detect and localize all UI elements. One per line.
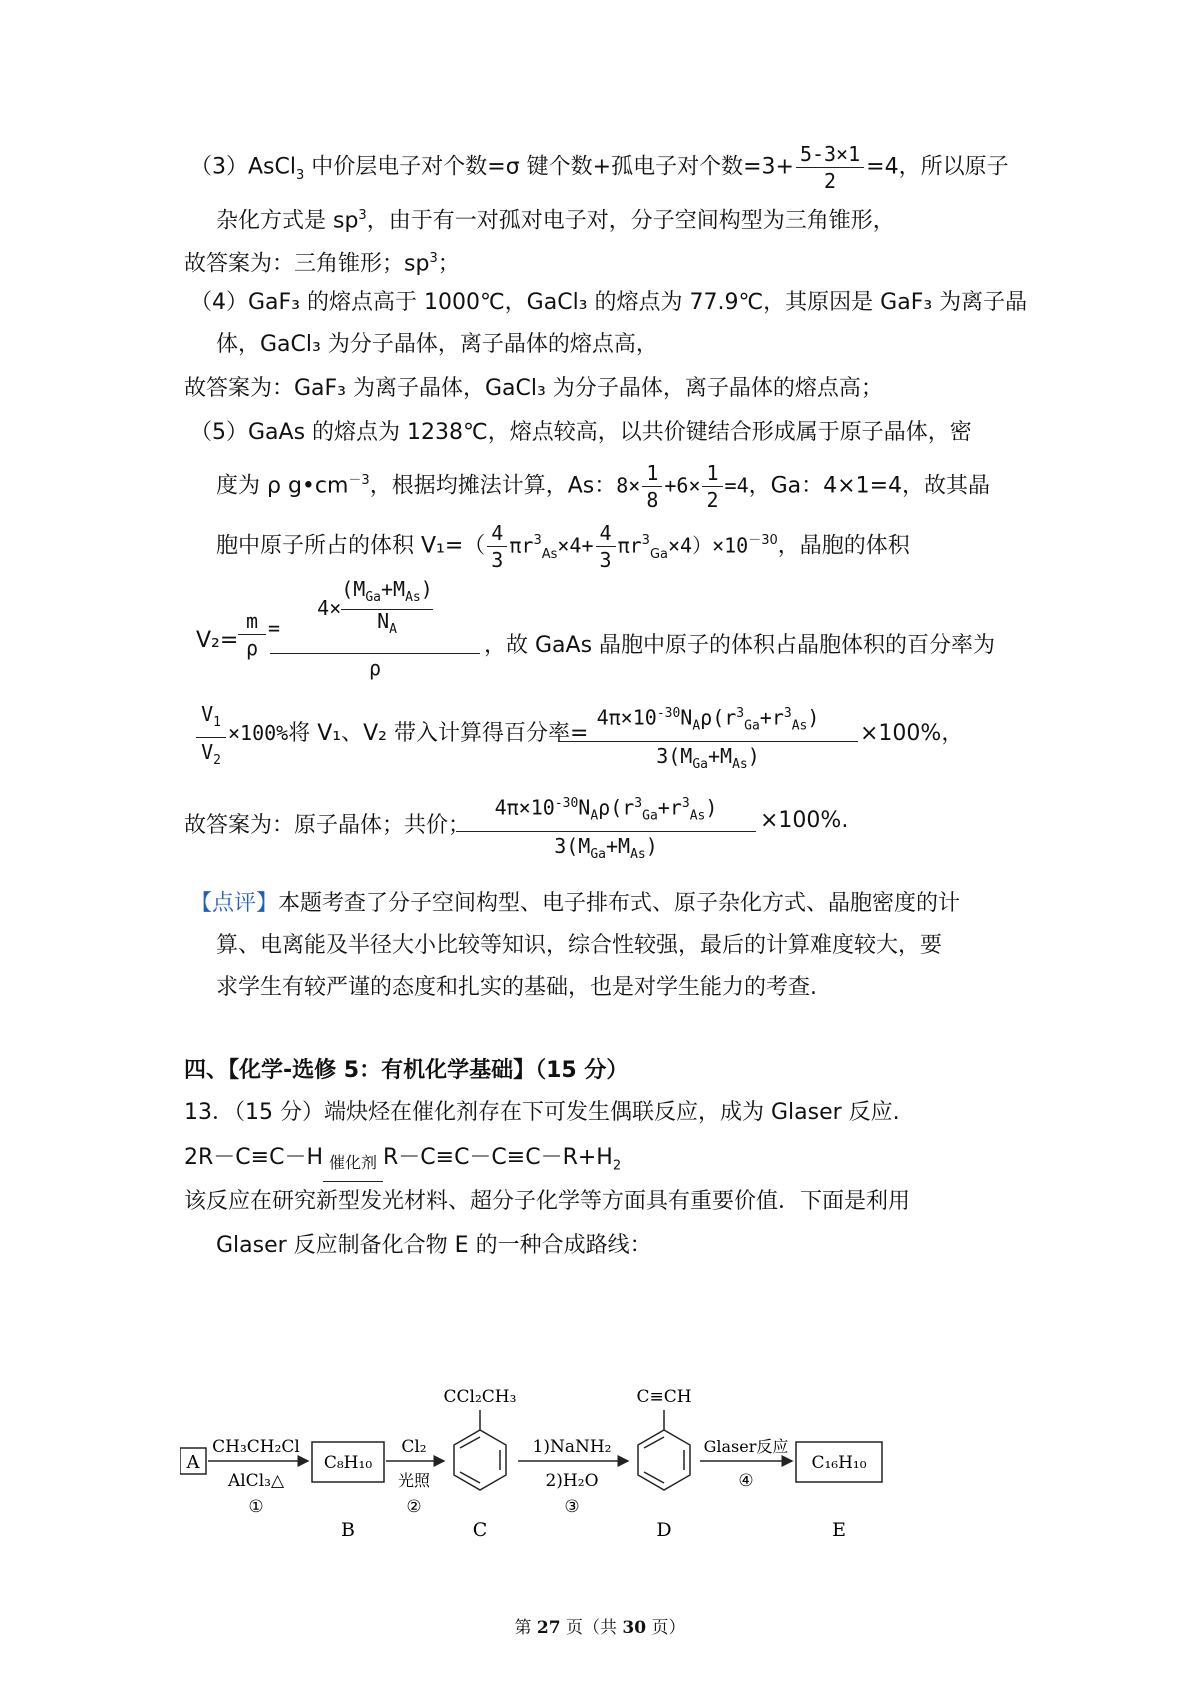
glaser-reaction: 2R－C≡C－H 催化剂 $R-C\equiv C-C\equiv C-R+H_2$ [184, 1142, 621, 1182]
review-line3: 求学生有较严谨的态度和扎实的基础，也是对学生能力的考查. [216, 975, 817, 1000]
reagent-4-top: Glaser反应 [703, 1437, 789, 1456]
compound-e: C₁₆H₁₀ [811, 1453, 867, 1473]
reagent-1-top: CH₃CH₂Cl [212, 1437, 300, 1457]
step-4: ④ [738, 1471, 754, 1491]
step-1: ① [248, 1497, 264, 1517]
question-13: 13．（15 分）端炔烃在催化剂存在下可发生偶联反应，成为 Glaser 反应. [184, 1100, 900, 1125]
compound-d-substituent: C≡CH [636, 1387, 692, 1407]
fraction: $\frac{4}{3}$ [487, 520, 507, 573]
reagent-3-bottom: 2)H₂O [545, 1471, 599, 1491]
p4-line1: （4）GaF₃ 的熔点高于 1000℃，GaCl₃ 的熔点为 77.9℃，其原因是 GaF₃ 为离子晶 [190, 290, 1028, 315]
p4-line2: 体，GaCl₃ 为分子晶体，离子晶体的熔点高， [216, 332, 658, 357]
label-b: B [341, 1519, 355, 1541]
fraction: $\frac{4}{3}$ [596, 520, 616, 573]
p5-line2: 度为 ρ $g•cm^{-3}$，根据均摊法计算，As：8× $\frac{1}{8}$ +6× $\frac{1}{2}$ =4，Ga：4×1=4，故其晶 [216, 461, 991, 512]
fraction: $\frac{5-3\times 1}{2}$ [796, 141, 864, 194]
compound-a: A [186, 1452, 200, 1473]
fraction: $\frac{1}{8}$ [642, 460, 662, 513]
review-tag: 【点评】 [190, 891, 279, 916]
reagent-3-top: 1)NaNH₂ [532, 1437, 612, 1457]
p3-line2: 杂化方式是 $sp^3$，由于有一对孤对电子对，分子空间构型为三角锥形， [216, 208, 895, 234]
step-2: ② [406, 1497, 422, 1517]
p3-answer: 故答案为：三角锥形；$sp^3$； [184, 251, 460, 277]
compound-d-benzene [638, 1410, 690, 1490]
review-line2: 算、电离能及半径大小比较等知识，综合性较强，最后的计算难度较大，要 [216, 933, 943, 958]
compound-b: C₈H₁₀ [323, 1453, 373, 1473]
compound-c-substituent: CCl₂CH₃ [443, 1387, 517, 1407]
label-e: E [832, 1519, 846, 1541]
reagent-2-top: Cl₂ [401, 1437, 427, 1457]
section-heading: 四、【化学-选修 5：有机化学基础】（15 分） [184, 1058, 629, 1083]
p3-line1: （3）AsCl$_3$ 中价层电子对个数=σ 键个数+孤电子对个数=3+ $\frac{5-3\times 1}{2}$ =4，所以原子 [190, 142, 1009, 193]
p5-line1: （5）GaAs 的熔点为 1238℃，熔点较高，以共价键结合形成属于原子晶体，密 [190, 420, 972, 445]
reagent-2-bottom: 光照 [397, 1471, 431, 1490]
fraction: $\frac{1}{2}$ [702, 460, 722, 513]
label-c: C [472, 1519, 488, 1541]
review-line1: 【点评】本题考查了分子空间构型、电子排布式、原子杂化方式、晶胞密度的计 [190, 891, 961, 916]
p4-answer: 故答案为：GaF₃ 为离子晶体，GaCl₃ 为分子晶体，离子晶体的熔点高； [184, 376, 883, 401]
synthesis-scheme [180, 1370, 900, 1550]
p5-line3: 胞中原子所占的体积 V₁=（ $\frac{4}{3}$ $\pi r^3_{As}\times 4+$ $\frac{4}{3}$ $\pi r^3_{Ga}\times 4)\times 10^{-30}$，晶胞的体积 [216, 521, 910, 572]
reagent-1-bottom: AlCl₃△ [227, 1471, 285, 1491]
desc-line2: Glaser 反应制备化合物 E 的一种合成路线： [216, 1233, 652, 1258]
label-d: D [656, 1519, 672, 1541]
compound-c-benzene [454, 1410, 506, 1490]
desc-line1: 该反应在研究新型发光材料、超分子化学等方面具有重要价值．下面是利用 [184, 1189, 911, 1214]
step-3: ③ [564, 1497, 580, 1517]
page-footer: 第 27 页（共 30 页） [514, 1618, 686, 1638]
